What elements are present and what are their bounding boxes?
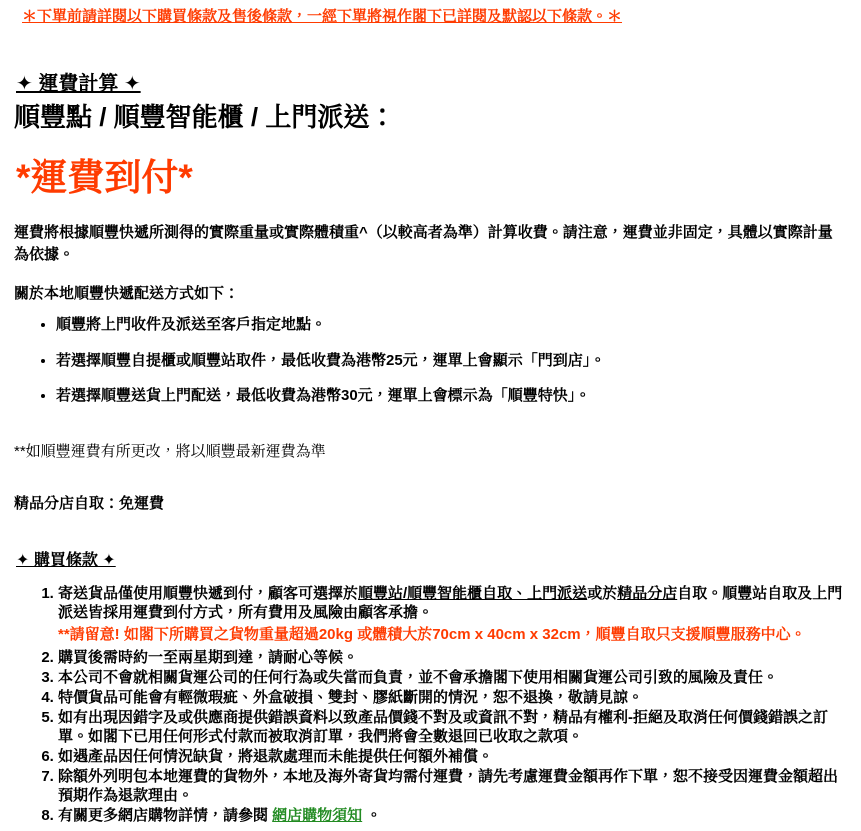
term-item-more-info xyxy=(58,806,847,825)
delivery-methods-label: 關於本地順豐快遞配送方式如下： xyxy=(14,284,240,302)
term-item-out-of-stock-refund: 6. 如遇產品因任何情況缺貨，將退款處理而未能提供任何額外補償。 xyxy=(58,747,847,766)
term-item-delivery-time: 2. 購買後需時約一至兩星期到達，請耐心等候。 xyxy=(58,648,847,667)
list-item-locker-station-fee: • 若選擇順豐自提櫃或順豐站取件，最低收費為港幣25元，運單上會顯示「門到店」。 xyxy=(56,351,847,371)
term1-underlined-boutique: 精品分店 xyxy=(617,584,678,602)
term-item-shipping-fee-responsibility: 7. 除額外列明包本地運費的貨物外，本地及海外寄貨均需付運費，請先考慮運費金額再作下單，恕不接受因運費金額超出預期作為退款理由。 xyxy=(58,767,847,805)
term1-segment: 或於 xyxy=(587,584,618,602)
term-item-courier-liability: 3. 本公司不會就相關貨運公司的任何行為或失當而負責，並不會承擔閣下使用相關貨運公司引致的風險及責任。 xyxy=(58,668,847,687)
pre-order-notice: ＊下單前請詳閱以下購買條款及售後條款，一經下單將視作閣下已詳閱及默認以下條款。＊ xyxy=(22,8,623,25)
term1-segment: 寄送貨品僅使用順豐快遞到付，顧客可選擇於 xyxy=(58,584,359,602)
term1-underlined-sf-options: 順豐站/順豐智能櫃自取、上門派送 xyxy=(358,584,588,602)
weight-size-warning: **請留意! 如閣下所購買之貨物重量超過20kg 或體積大於70cm x 40cm x 32cm，順豐自取只支援順豐服務中心。 xyxy=(58,625,806,643)
term-item-discount-goods-condition: 4. 特價貨品可能會有輕微瑕疵、外盒破損、雙封、膠紙斷開的情況，恕不退換，敬請見諒。 xyxy=(58,688,847,707)
delivery-methods-subheading: 順豐點 / 順豐智能櫃 / 上門派送： xyxy=(14,101,396,132)
store-pickup-free-note: 精品分店自取：免運費 xyxy=(14,495,165,512)
shipping-intro-paragraph: 運費將根據順豐快遞所測得的實際重量或實際體積重^（以較高者為準）計算收費。請注意，運費並非固定，具體以實際計量為依據。 xyxy=(14,223,833,263)
shipping-calc-heading: ✦ 運費計算 ✦ xyxy=(16,72,141,95)
purchase-terms-heading: ✦ 購買條款 ✦ xyxy=(16,551,116,569)
shop-guide-link[interactable]: 網店購物須知 xyxy=(272,807,363,825)
fee-change-note: **如順豐運費有所更改，將以順豐最新運費為準 xyxy=(14,442,326,460)
term8-segment: 有關更多網店購物詳情，請參閱 xyxy=(58,807,273,825)
list-item-pickup-dispatch: • 順豐將上門收件及派送至客戶指定地點。 xyxy=(56,315,847,335)
term8-segment: 。 xyxy=(362,807,382,825)
purchase-terms-list xyxy=(14,584,847,826)
list-item-door-delivery-fee: • 若選擇順豐送貨上門配送，最低收費為港幣30元，運單上會標示為「順豐特快」。 xyxy=(56,386,847,406)
freight-collect-banner: *運費到付* xyxy=(16,157,193,199)
term-item-pricing-errors: 5. 如有出現因錯字及或供應商提供錯誤資料以致產品價錢不對及或資訊不對，精品有權利-拒絕及取消任何價錢錯誤之訂單。如閣下已用任何形式付款而被取消訂單，我們將會全數退回已收取之款項。 xyxy=(58,708,847,746)
delivery-methods-list xyxy=(14,315,847,406)
term1-segment: 自取。順豐站自取及上門派送皆採用運費到付方式，所有費用及風險由顧客承擔。 xyxy=(58,584,843,621)
term-item-delivery-options xyxy=(58,584,847,644)
